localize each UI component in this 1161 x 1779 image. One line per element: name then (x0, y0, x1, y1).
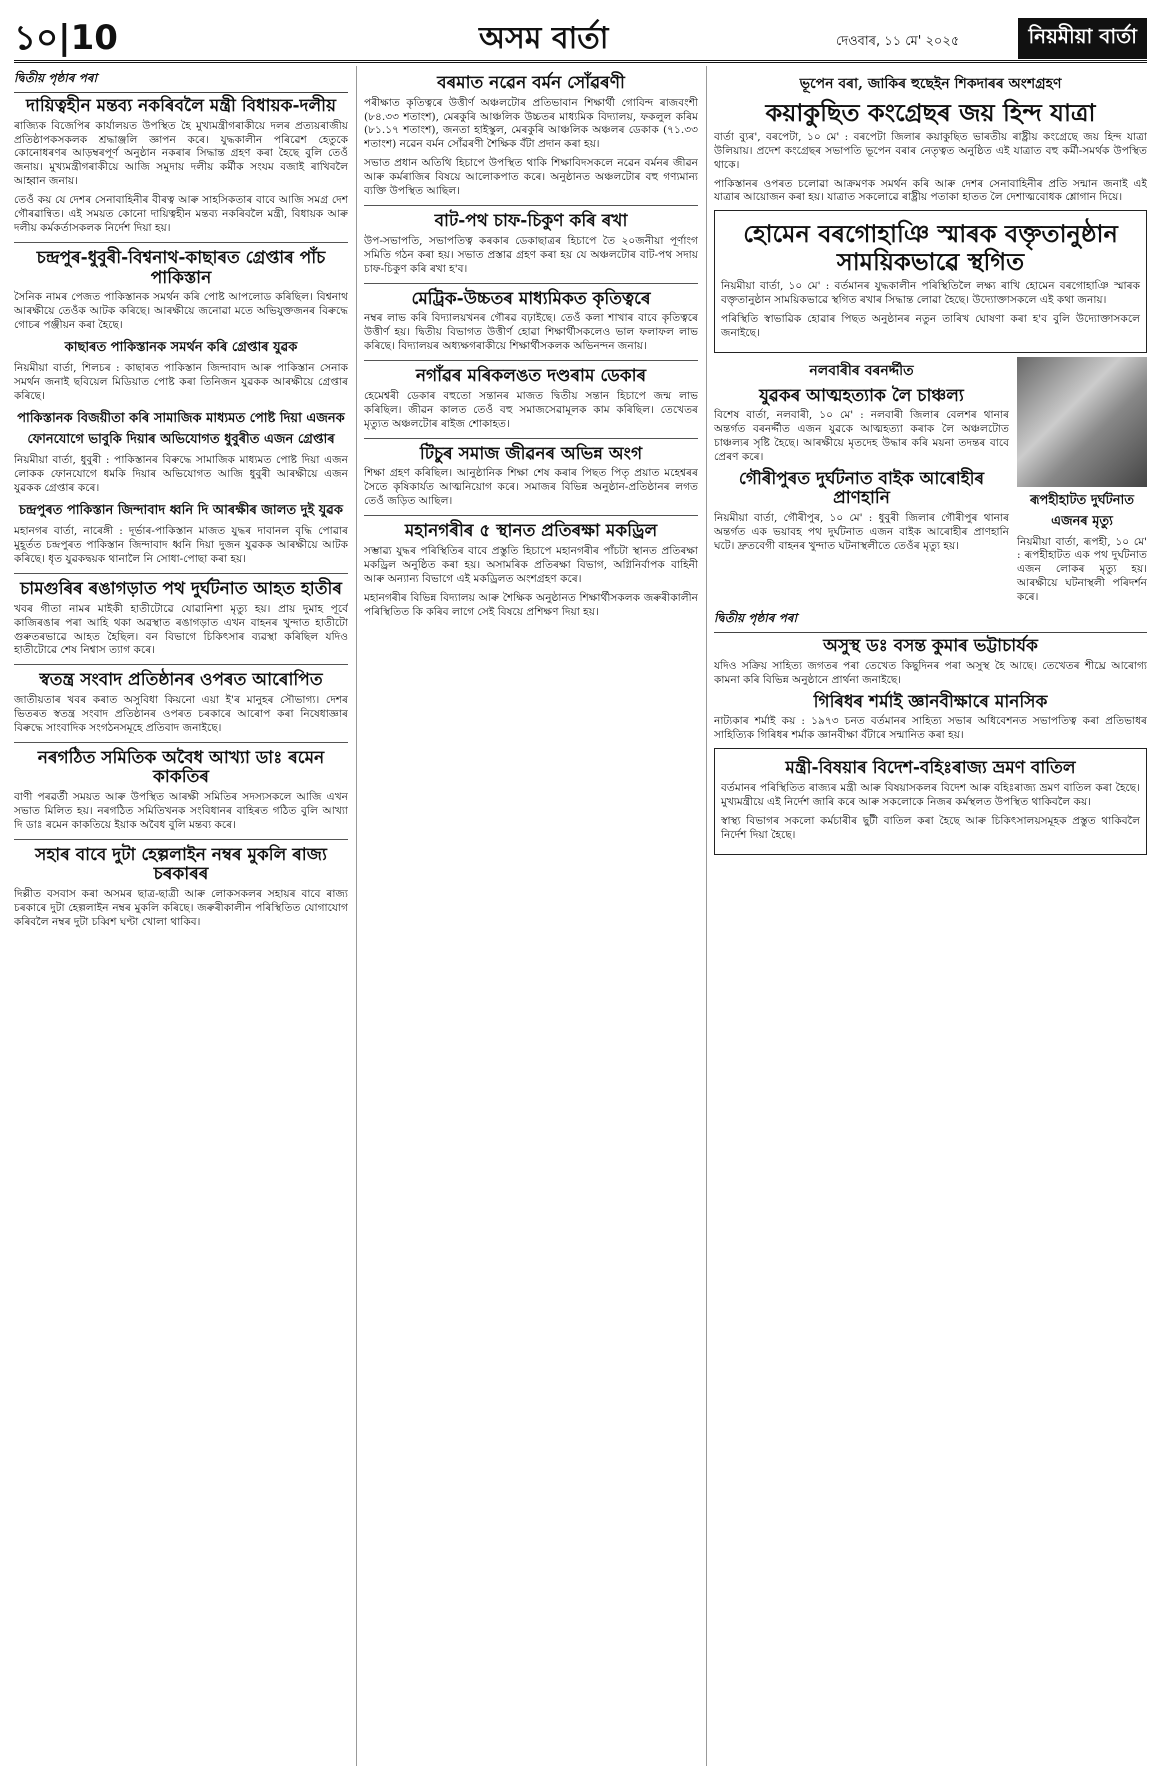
continued-label: দ্বিতীয় পৃষ্ঠাৰ পৰা (714, 610, 1147, 633)
column-middle (364, 70, 698, 1770)
divider (364, 283, 698, 284)
masthead (14, 8, 1147, 63)
headline: চামগুৰিৰ ৰঙাগড়াত পথ দুৰ্ঘটনাত আহত হাতীৰ (20, 579, 342, 600)
article-text: পৰীক্ষাত কৃতিত্বৰে উত্তীৰ্ণ অঞ্চলটোৰ প্ৰতিভাবান শিক্ষাৰ্থী গোবিন্দ ৰাজবংশী (৮৪.৩৩ শতাংশ), মেৰকুৰি আঞ্চলিক উচ্চতৰ মাধ্যমিক বিদ্যালয়, ফকলুল কৰিম (৮১.১৭ শতাংশ), জনতা হাইস্কুল, মেৰকুৰি আঞ্চলিক অঞ্চলৰ ডেকাক (৭১.৩৩ শতাংশ) নৱেন বৰ্মন সোঁৱৰণী শৈক্ষিক বঁটা প্ৰদান কৰা হয়। (364, 96, 698, 151)
page-number: ১০|10 (14, 18, 118, 58)
divider (364, 205, 698, 206)
article-text: সম্ভাৱ্য যুদ্ধৰ পৰিস্থিতিৰ বাবে প্ৰস্তুতি হিচাপে মহানগৰীৰ পাঁচটা স্থানত প্ৰতিৰক্ষা মকড্ৰিল অনুষ্ঠিত কৰা হয়। অসামৰিক প্ৰতিৰক্ষা বিভাগ, অগ্নিনিৰ্বাপক বাহিনী আৰু অন্যান্য বিভাগে এই মকড্ৰিলত অংশগ্ৰহণ কৰে। (364, 544, 698, 585)
column-right (714, 70, 1147, 1770)
article-text: হেমেশ্বৰী ডেকাৰ বহুতো সন্তানৰ মাজত দ্বিতীয় সন্তান হিচাপে জন্ম লাভ কৰিছিল। জীৱন কালত তেওঁ বহু সমাজসেৱামূলক কাম কৰিছিল। তেখেতৰ মৃত্যুত অঞ্চলটোৰ ৰাইজ শোকাহত। (364, 389, 698, 430)
headline: সহাৰ বাবে দুটা হেল্পলাইন নম্বৰ মুকলি ৰাজ্য চৰকাৰৰ (35, 844, 327, 885)
headline: যুৱকৰ আত্মহত্যাক লৈ চাঞ্চল্য (759, 385, 964, 406)
subheadline: কাছাৰত পাকিস্তানক সমৰ্থন কৰি গ্ৰেপ্তাৰ যুৱক (64, 340, 298, 356)
divider (14, 573, 348, 574)
column-divider (706, 66, 707, 1766)
article-text: সৈনিক নামৰ পেজত পাকিস্তানক সমৰ্থন কৰি পোষ্ট আপলোড কৰিছিল। বিশ্বনাথ আৰক্ষীয়ে তেওঁক আটক কৰিছে। আৰক্ষীয়ে জনোৱা মতে অভিযুক্তজনৰ বিৰুদ্ধে গোচৰ পঞ্জীয়ন কৰা হৈছে। (14, 291, 348, 332)
article-text: তেওঁ কয় যে দেশৰ সেনাবাহিনীৰ বীৰত্ব আৰু সাহসিকতাৰ বাবে আজি সমগ্ৰ দেশ গৌৰৱান্বিত। এই সময়ত কোনো দায়িত্বহীন মন্তব্য নকৰিবলৈ মন্ত্ৰী, বিধায়ক আৰু দলীয় কৰ্মকৰ্তাসকলক নিৰ্দেশ দিয়া হয়। (14, 194, 348, 235)
section-title: অসম বাৰ্তা (479, 21, 609, 56)
article-text: নম্বৰ লাভ কৰি বিদ্যালয়খনৰ গৌৰৱ বঢ়াইছে। তেওঁ কলা শাখাৰ বাবে কৃতিত্বৰে উত্তীৰ্ণ হয়। দ্বিতীয় বিভাগত উত্তীৰ্ণ হোৱা শিক্ষাৰ্থীসকলেও ভাল ফলাফল লাভ কৰিছে। বিদ্যালয়ৰ অধ্যক্ষগৰাকীয়ে শিক্ষাৰ্থীসকলক অভিনন্দন জনায়। (364, 312, 698, 353)
headline: নগাঁৱৰ মৰিকলঙত দণ্ডৰাম ডেকাৰ (415, 366, 647, 387)
article-text: দিল্লীত বসবাস কৰা অসমৰ ছাত্ৰ-ছাত্ৰী আৰু লোকসকলৰ সহায়ৰ বাবে ৰাজ্য চৰকাৰে দুটা হেল্পলাইন নম্বৰ মুকলি কৰিছে। জৰুৰীকালীন পৰিস্থিতিত যোগাযোগ কৰিবলৈ নম্বৰ দুটা চব্বিশ ঘণ্টা খোলা থাকিব। (14, 887, 348, 928)
photo-headline: ৰূপহীহাটত দুৰ্ঘটনাত এজনৰ মৃত্যু (1029, 492, 1135, 529)
headline: বৰমাত নৱেন বৰ্মন সোঁৱৰণী (437, 73, 625, 93)
article-text: নিয়মীয়া বাৰ্তা, ধুবুৰী : পাকিস্তানৰ বিৰুদ্ধে সামাজিক মাধ্যমত পোষ্ট দিয়া এজন লোকক ফোনযোগে ধমকি দিয়াৰ অভিযোগত আজি ধুবুৰী আৰক্ষীয়ে এজন যুৱকক গ্ৰেপ্তাৰ কৰে। (14, 454, 348, 495)
boxed-story (714, 748, 1147, 854)
article-text: খবৰ গীতা নামৰ মাইকী হাতীটোৱে যোৱানিশা মৃত্যু হয়। প্ৰায় দুমাহ পূৰ্বে কাজিৰঙাৰ পৰা আহি থকা অৱস্থাত ৰঙাগড়াত এখন বাহনৰ খুন্দাত হাতীটো গুৰুতৰভাৱে আহত হৈছিল। বন বিভাগে চিকিৎসাৰ ব্যৱস্থা কৰিছিল যদিও হাতীটোৱে শেষ নিশ্বাস ত্যাগ কৰে। (14, 602, 348, 657)
divider (364, 438, 698, 439)
headline: অসুস্থ ডঃ বসন্ত কুমাৰ ভট্টাচাৰ্যক (823, 636, 1038, 657)
article-text: জাতীয়তাৰ খবৰ কৰাত অসুবিধা কিয়নো এয়া ই'ৰ মানুহৰ সৌভাগ্য। দেশৰ ভিতৰত স্বতন্ত্ৰ সংবাদ প্ৰতিষ্ঠানৰ ওপৰত চৰকাৰে আৰোপ কৰা নিষেধাজ্ঞাৰ বিৰুদ্ধে সাংবাদিক সংগঠনসমূহে প্ৰতিবাদ জনাইছে। (14, 693, 348, 734)
article-text: পাকিস্তানৰ ওপৰত চলোৱা আক্ৰমণক সমৰ্থন কৰি আৰু দেশৰ সেনাবাহিনীৰ প্ৰতি সন্মান জনাই এই যাত্ৰাৰ আয়োজন কৰা হয়। যাত্ৰাত সকলোৱে ৰাষ্ট্ৰীয় পতাকা হাতত লৈ দেশাত্মবোধক শ্লোগান দিয়ে। (714, 177, 1147, 204)
article-text: নিয়মীয়া বাৰ্তা, ৰূপহী, ১০ মে' : ৰূপহীহাটত এক পথ দুৰ্ঘটনাত এজন লোকৰ মৃত্যু হয়। আৰক্ষীয়ে ঘটনাস্থলী পৰিদৰ্শন কৰে। (1017, 535, 1147, 604)
article-text: যদিও সক্ৰিয় সাহিত্য জগতৰ পৰা তেখেত কিছুদিনৰ পৰা অসুস্থ হৈ আছে। তেখেতৰ শীঘ্ৰে আৰোগ্য কামনা কৰি বিভিন্ন অনুষ্ঠানে প্ৰাৰ্থনা জনাইছে। (714, 659, 1147, 686)
divider (14, 742, 348, 743)
article-text: স্বাস্থ্য বিভাগৰ সকলো কৰ্মচাৰীৰ ছুটী বাতিল কৰা হৈছে আৰু চিকিৎসালয়সমূহক প্ৰস্তুত থাকিবলৈ নিৰ্দেশ দিয়া হৈছে। (721, 814, 1140, 841)
kicker: নলবাৰীৰ বৰনৰ্দ্দীত (809, 362, 914, 379)
divider (14, 839, 348, 840)
article-text: সভাত প্ৰধান অতিথি হিচাপে উপস্থিত থাকি শিক্ষাবিদসকলে নৱেন বৰ্মনৰ জীৱন আৰু কৰ্মৰাজিৰ বিষয়ে আলোকপাত কৰে। অনুষ্ঠানত অঞ্চলটোৰ বহু গণ্যমান্য ব্যক্তি উপস্থিত আছিল। (364, 157, 698, 198)
story-row (714, 357, 1147, 611)
headline: বাট-পথ চাফ-চিকুণ কৰি ৰখা (434, 211, 628, 232)
boxed-story (714, 210, 1147, 352)
article-text: নিয়মীয়া বাৰ্তা, গৌৰীপুৰ, ১০ মে' : ধুবুৰী জিলাৰ গৌৰীপুৰ থানাৰ অন্তৰ্গত এক ভয়াবহ পথ দুৰ্ঘটনাত এজন বাইক আৰোহীৰ প্ৰাণহানি ঘটে। দ্ৰুতবেগী বাহনৰ খুন্দাত ঘটনাস্থলীতে তেওঁৰ মৃত্যু হয়। (714, 512, 1009, 552)
divider (364, 515, 698, 516)
article-text: বৰ্তমানৰ পৰিস্থিতিত ৰাজ্যৰ মন্ত্ৰী আৰু বিষয়াসকলৰ বিদেশ আৰু বহিঃৰাজ্য ভ্ৰমণ বাতিল কৰা হৈছে। মুখ্যমন্ত্ৰীয়ে এই নিৰ্দেশ জাৰি কৰে আৰু সকলোকে নিজৰ কৰ্মস্থলত উপস্থিত থাকিবলৈ কয়। (721, 781, 1140, 808)
kicker: ভূপেন বৰা, জাকিৰ হুছেইন শিকদাৰৰ অংশগ্ৰহণ (799, 76, 1062, 92)
newspaper-logo: নিয়মীয়া বাৰ্তা (1018, 18, 1147, 59)
story-block (714, 357, 1009, 611)
news-photo (1017, 357, 1147, 487)
article-text: নিয়মীয়া বাৰ্তা, শিলচৰ : কাছাৰত পাকিস্তান জিন্দাবাদ আৰু পাকিস্তান সেনাক সমৰ্থন জনাই ছবিয়েল মিডিয়াত পোষ্ট কৰা তিনিজন যুৱকক আৰক্ষীয়ে গ্ৰেপ্তাৰ কৰিছে। (14, 362, 348, 403)
continued-label: দ্বিতীয় পৃষ্ঠাৰ পৰা (14, 70, 348, 93)
headline: কয়াকুছিত কংগ্ৰেছৰ জয় হিন্দ যাত্ৰা (765, 99, 1096, 127)
issue-date: দেওবাৰ, ১১ মে' ২০২৫ (836, 34, 960, 49)
column-left (14, 70, 348, 1770)
article-text: নাট্যকাৰ শৰ্মাই কয় : ১৯৭৩ চনত বৰ্তমানৰ সাহিত্য সভাৰ অধিবেশনত সভাপতিত্ব কৰা প্ৰতিভাধৰ সাহিত্যিক গিৰিধৰ শৰ্মাক জ্ঞানবীক্ষা বঁটাৰে সন্মানিত কৰা হয়। (714, 715, 1147, 742)
headline: নৰগঠিত সমিতিক অবৈধ আখ্যা ডাঃ ৰমেন কাকতিৰ (37, 747, 325, 788)
article-text: বাণী পৰৱৰ্তী সময়ত আৰু উপস্থিত আৰক্ষী সমিতিৰ সদস্যসকলে আজি এখন সভাত মিলিত হয়। নৰগঠিত সমিতিখনক সংবিধানৰ বাহিৰত গঠিত বুলি আখ্যা দি ডাঃ ৰমেন কাকতিয়ে ইয়াক অবৈধ বুলি মন্তব্য কৰে। (14, 790, 348, 831)
headline: চন্দ্ৰপুৰ-ধুবুৰী-বিশ্বনাথ-কাছাৰত গ্ৰেপ্তাৰ পাঁচ পাকিস্তান (36, 248, 326, 288)
photo-story (1017, 357, 1147, 611)
article-text: মহানগৰীৰ বিভিন্ন বিদ্যালয় আৰু শৈক্ষিক অনুষ্ঠানত শিক্ষাৰ্থীসকলক জৰুৰীকালীন পৰিস্থিতিত কি কৰিব লাগে সেই বিষয়ে প্ৰশিক্ষণ দিয়া হয়। (364, 591, 698, 618)
article-text: পৰিস্থিতি স্বাভাৱিক হোৱাৰ পিছত অনুষ্ঠানৰ নতুন তাৰিখ ঘোষণা কৰা হ'ব বুলি উদ্যোক্তাসকলে জনাইছে। (721, 312, 1140, 339)
divider (364, 360, 698, 361)
subheadline: চন্দ্ৰপুৰত পাকিস্তান জিন্দাবাদ ধ্বনি দি আৰক্ষীৰ জালত দুই যুৱক (19, 503, 343, 519)
headline: গিৰিধৰ শৰ্মাই জ্ঞানবীক্ষাৰে মানসিক (813, 691, 1048, 712)
headline: মন্ত্ৰী-বিষয়াৰ বিদেশ-বহিঃৰাজ্য ভ্ৰমণ বাতিল (785, 758, 1076, 779)
headline: মহানগৰীৰ ৫ স্থানত প্ৰতিৰক্ষা মকড্ৰিল (404, 521, 658, 542)
subheadline: পাকিস্তানক বিজয়ীতা কৰি সামাজিক মাধ্যমত পোষ্ট দিয়া এজনক ফোনযোগে ভাবুকি দিয়াৰ অভিযোগত ধুবুৰীত এজন গ্ৰেপ্তাৰ (17, 411, 345, 448)
column-divider (356, 66, 357, 1766)
article-text: নিয়মীয়া বাৰ্তা, ১০ মে' : বৰ্তমানৰ যুদ্ধকালীন পৰিস্থিতিলৈ লক্ষ্য ৰাখি হোমেন বৰগোহাঞি স্মাৰক বক্তৃতানুষ্ঠান সাময়িকভাৱে স্থগিত ৰখাৰ সিদ্ধান্ত লোৱা হৈছে। উদ্যোক্তাসকলে এই কথা জনায়। (721, 279, 1140, 306)
article-text: মহানগৰ বাৰ্তা, নাৰেঙ্গী : দূৰ্ভাৰ-পাকিস্তান মাজত যুদ্ধৰ দাবানল বৃদ্ধি পোৱাৰ মুহূৰ্তত চন্দ্ৰপুৰত পাকিস্তান জিন্দাবাদ ধ্বনি দিয়া দুজন যুৱকক আৰক্ষীয়ে আটক কৰিছে। ধৃত যুৱকদ্বয়ক থানালৈ নি সোধা-পোছা কৰা হয়। (14, 525, 348, 566)
article-text: শিক্ষা গ্ৰহণ কৰিছিল। আনুষ্ঠানিক শিক্ষা শেষ কৰাৰ পিছত পিতৃ প্ৰয়াত মহেশ্বৰৰ সৈতে কৃষিকাৰ্যত আত্মনিয়োগ কৰে। সমাজৰ বিভিন্ন অনুষ্ঠান-প্ৰতিষ্ঠানৰ লগত তেওঁ জড়িত আছিল। (364, 467, 698, 508)
article-text: বিশেষ বাৰ্তা, নলবাৰী, ১০ মে' : নলবাৰী জিলাৰ বেলশৰ থানাৰ অন্তৰ্গত বৰনৰ্দ্দীত এজন যুৱকে আত্মহত্যা কৰাক লৈ অঞ্চলটোত চাঞ্চল্যৰ সৃষ্টি হৈছে। আৰক্ষীয়ে মৃতদেহ উদ্ধাৰ কৰি ময়না তদন্তৰ বাবে প্ৰেৰণ কৰে। (714, 409, 1009, 463)
article-text: বাৰ্তা ব্যুৰ', বৰপেটা, ১০ মে' : বৰপেটা জিলাৰ কয়াকুছিত ভাৰতীয় ৰাষ্ট্ৰীয় কংগ্ৰেছে জয় হিন্দ যাত্ৰা উলিয়ায়। প্ৰদেশ কংগ্ৰেছৰ সভাপতি ভূপেন বৰাৰ নেতৃত্বত অনুষ্ঠিত এই যাত্ৰাত বহু কৰ্মী-সমৰ্থক উপস্থিত থাকে। (714, 130, 1147, 171)
headline: মেট্ৰিক-উচ্চতৰ মাধ্যমিকত কৃতিত্বৰে (411, 288, 651, 309)
article-text: উপ-সভাপতি, সভাপতিত্ব কৰকাৰ ডেকাছাত্ৰৰ হিচাপে তৈ ২০জনীয়া পূৰ্ণাংগ সমিতি গঠন কৰা হয়। সভাত প্ৰস্তাৱ গ্ৰহণ কৰা হয় যে অঞ্চলটোৰ বাট-পথ সদায় চাফ-চিকুণ কৰি ৰখা হ'ব। (364, 234, 698, 275)
divider (14, 664, 348, 665)
headline: টিচুৰ সমাজ জীৱনৰ অভিন্ন অংগ (419, 443, 643, 464)
headline: দায়িত্বহীন মন্তব্য নকৰিবলৈ মন্ত্ৰী বিধায়ক-দলীয় (25, 96, 337, 116)
headline: হোমেন বৰগোহাঞি স্মাৰক বক্তৃতানুষ্ঠান সাময়িকভাৱে স্থগিত (743, 220, 1118, 277)
article-text: ৰাজ্যিক বিজেপিৰ কাৰ্যালয়ত উপস্থিত হৈ মুখ্যমন্ত্ৰীগৰাকীয়ে দলৰ প্ৰত্যয়ৰাজীয় প্ৰতিষ্ঠাপকসকলক শ্ৰদ্ধাঞ্জলি জ্ঞাপন কৰে। যুদ্ধকালীন পৰিৱেশ হেতুকে কোনোধৰণৰ আড়ম্বৰপূৰ্ণ অনুষ্ঠান নকৰাৰ সিদ্ধান্ত গ্ৰহণ কৰা হৈছে বুলি তেওঁ জনায়। মুখ্যমন্ত্ৰীগৰাকীয়ে আজি সমুদায় দলীয় কৰ্মীক সংযম বজাই ৰাখিবলৈ আহ্বান জনায়। (14, 119, 348, 188)
headline: গৌৰীপুৰত দুৰ্ঘটনাত বাইক আৰোহীৰ প্ৰাণহানি (738, 468, 985, 509)
divider (14, 242, 348, 243)
headline: স্বতন্ত্ৰ সংবাদ প্ৰতিষ্ঠানৰ ওপৰত আৰোপিত (39, 670, 323, 691)
